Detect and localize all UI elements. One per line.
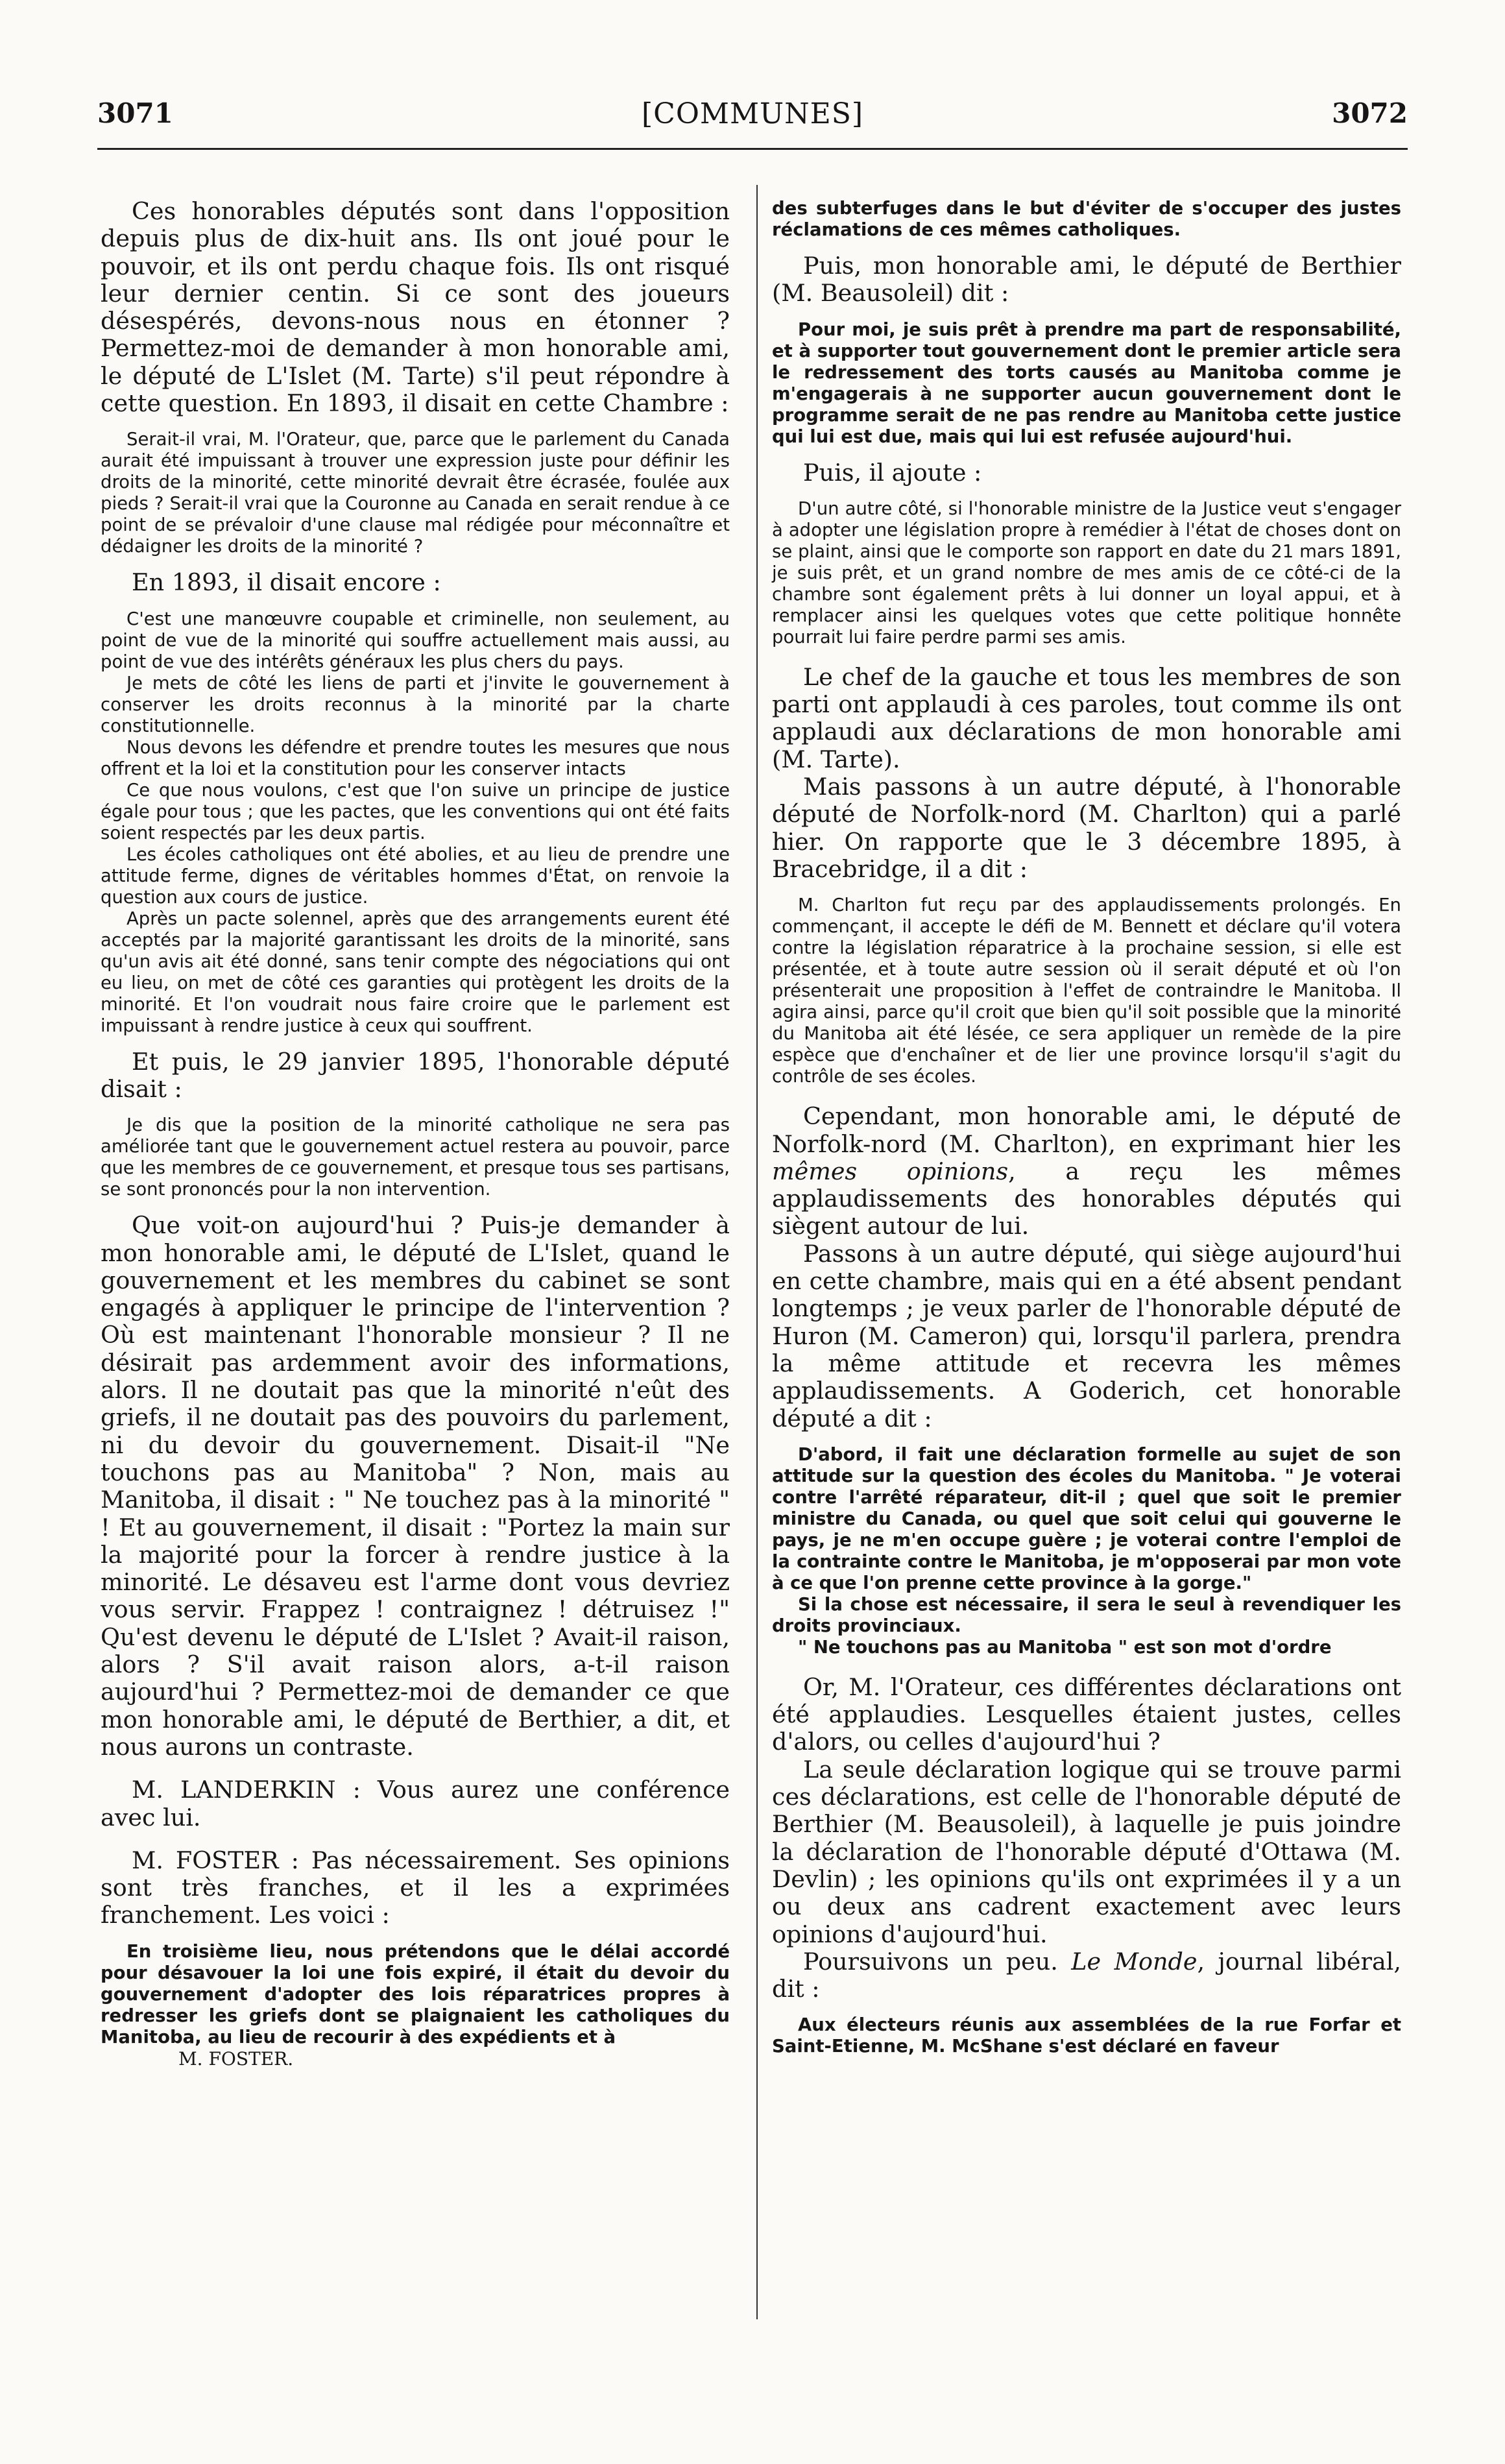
signature-line: M. FOSTER. xyxy=(178,2047,294,2070)
right-column xyxy=(772,198,1401,2057)
newspaper-title: Le Monde xyxy=(1071,1947,1198,1975)
quote: Je dis que la position de la minorité catholique ne sera pas améliorée tant que le gouvernement actuel restera au pouvoir, parce que les membres de ce gouvernement, et presque tous ses partisans, se sont prononcés pour la non intervention. xyxy=(101,1115,730,1200)
quote: Après un pacte solennel, après que des arrangements eurent été acceptés par la majorité garantissant les droits de la minorité, sans qu'un avis ait été donné, sans tenir compte des négociations qui ont eu lieu, on met de côté ces garanties qui protègent les droits de la minorité. Et l'on voudrait nous faire croire que le parlement est impuissant à rendre justice à ceux qui souffrent. xyxy=(101,908,730,1036)
speaker-name: M. FOSTER : xyxy=(132,1846,299,1874)
quote: Les écoles catholiques ont été abolies, et au lieu de prendre une attitude ferme, dignes de véritables hommes d'État, on renvoie la question aux cours de justice. xyxy=(101,843,730,908)
speech-text: Pas nécessairement. Ses opinions sont très franches, et il les a exprimées franchement. Les voici : xyxy=(101,1846,730,1929)
quote: Je mets de côté les liens de parti et j'invite le gouvernement à conserver les droits reconnus à la minorité par la charte constitutionnelle. xyxy=(101,672,730,736)
paragraph: Or, M. l'Orateur, ces différentes déclarations ont été applaudies. Lesquelles étaient justes, celles d'alors, ou celles d'aujourd'hui ? xyxy=(772,1673,1401,1756)
quote: Si la chose est nécessaire, il sera le seul à revendiquer les droits provinciaux. xyxy=(772,1593,1401,1636)
header-title: [COMMUNES] xyxy=(641,97,864,130)
paragraph: Le chef de la gauche et tous les membres de son parti ont applaudi à ces paroles, tout comme ils ont applaudi aux déclarations de mon honorable ami (M. Tarte). xyxy=(772,662,1401,773)
paragraph: Puis, il ajoute : xyxy=(803,458,982,487)
paragraph: Et puis, le 29 janvier 1895, l'honorable député disait : xyxy=(101,1047,730,1103)
paragraph: Cependant, mon honorable ami, le député de Norfolk-nord (M. Charlton), en exprimant hier les mêmes opinions, a reçu les mêmes applaudissements des honorables députés qui siègent autour de lui. xyxy=(772,1102,1401,1240)
quote: Aux électeurs réunis aux assemblées de la rue Forfar et Saint-Etienne, M. McShane s'est déclaré en faveur xyxy=(772,2014,1401,2057)
quote: Pour moi, je suis prêt à prendre ma part de responsabilité, et à supporter tout gouvernement dont le premier article sera le redressement des torts causés au Manitoba comme je m'engagerais à ne supporter aucun gouvernement dont le programme serait de ne pas rendre au Manitoba cette justice qui lui est due, mais qui lui est refusée aujourd'hui. xyxy=(772,319,1401,447)
left-column xyxy=(101,198,730,2070)
paragraph: Poursuivons un peu. Le Monde, journal libéral, dit : xyxy=(772,1947,1402,2003)
quote: " Ne touchons pas au Manitoba " est son mot d'ordre xyxy=(798,1636,1332,1658)
speaker-paragraph xyxy=(101,1847,730,1929)
quote: En troisième lieu, nous prétendons que le délai accordé pour désavouer la loi une fois expiré, il était du devoir du gouvernement d'adopter des lois réparatrices propres à redresser les griefs dont se plaignaient les catholiques du Manitoba, au lieu de recourir à des expédients et à xyxy=(101,1940,730,2047)
quote: Nous devons les défendre et prendre toutes les mesures que nous offrent et la loi et la constitution pour les conserver intacts xyxy=(101,736,730,779)
page-number-right: 3072 xyxy=(1332,97,1408,129)
paragraph: En 1893, il disait encore : xyxy=(132,568,441,597)
quote-continuation: des subterfuges dans le but d'éviter de s'occuper des justes réclamations de ces mêmes catholiques. xyxy=(772,198,1401,240)
italic-text: mêmes opinions xyxy=(772,1157,1009,1185)
quote: D'abord, il fait une déclaration formelle au sujet de son attitude sur la question des écoles du Manitoba. " Je voterai contre l'arrêté réparateur, dit-il ; quel que soit le premier ministre du Canada, ou quel que soit celui qui gouverne le pays, je ne m'en occupe guère ; je voterai contre l'emploi de la contrainte contre le Manitoba, je m'opposerai par mon vote à ce que l'on prenne cette province à la gorge." xyxy=(772,1443,1401,1593)
paragraph: Passons à un autre député, qui siège aujourd'hui en cette chambre, mais qui en a été absent pendant longtemps ; je veux parler de l'honorable député de Huron (M. Cameron) qui, lorsqu'il parlera, prendra la même attitude et recevra les mêmes applaudissements. A Goderich, cet honorable député a dit : xyxy=(772,1239,1401,1432)
quote: M. Charlton fut reçu par des applaudissements prolongés. En commençant, il accepte le défi de M. Bennett et déclare qu'il votera contre la législation réparatrice à la prochaine session, si elle est présentée, et à toute autre session où il serait député et où l'on présenterait une proposition à l'effet de contraindre le Manitoba. Il agira ainsi, parce qu'il croit que bien qu'il soit possible que la minorité du Manitoba ait été lésée, ce sera appliquer un remède de la pire espèce que d'enchaîner et de lier une province lorsqu'il s'agit du contrôle de ses écoles. xyxy=(772,895,1401,1087)
speech-text: Vous aurez une conférence avec lui. xyxy=(101,1776,730,1831)
quote: Serait-il vrai, M. l'Orateur, que, parce que le parlement du Canada aurait été impuissant à trouver une expression juste pour définir les droits de la minorité, cette minorité devrait être écrasée, foulée aux pieds ? Serait-il vrai que la Couronne au Canada en serait rendue à ce point de se prévaloir d'une clause mal rédigée pour méconnaître et dédaigner les droits de la minorité ? xyxy=(101,429,730,557)
paragraph: Mais passons à un autre député, à l'honorable député de Norfolk-nord (M. Charlton) qui a parlé hier. On rapporte que le 3 décembre 1895, à Bracebridge, il a dit : xyxy=(772,773,1401,883)
speaker-paragraph xyxy=(101,1776,730,1831)
paragraph: Que voit-on aujourd'hui ? Puis-je demander à mon honorable ami, le député de L'Islet, quand le gouvernement et les membres du cabinet se sont engagés à appliquer le principe de l'intervention ? Où est maintenant l'honorable monsieur ? Il ne désirait pas ardemment avoir des informations, alors. Il ne doutait pas que la minorité n'eût des griefs, il ne doutait pas des pouvoirs du parlement, ni du devoir du gouvernement. Disait-il "Ne touchons pas au Manitoba" ? Non, mais au Manitoba, il disait : " Ne touchez pas à la minorité " ! Et au gouvernement, il disait : "Portez la main sur la majorité pour la forcer à rendre justice à la minorité. Le désaveu est l'arme dont vous devriez vous servir. Frappez ! contraignez ! détruisez !" Qu'est devenu le député de L'Islet ? Avait-il raison, alors ? S'il avait raison alors, a-t-il raison aujourd'hui ? Permettez-moi de demander ce que mon honorable ami, le député de Berthier, a dit, et nous aurons un contraste. xyxy=(101,1211,730,1761)
page-number-left: 3071 xyxy=(97,97,173,129)
header-rule xyxy=(97,148,1408,150)
paragraph: La seule déclaration logique qui se trouve parmi ces déclarations, est celle de l'honorable député de Berthier (M. Beausoleil), à laquelle je puis joindre la déclaration de l'honorable député d'Ottawa (M. Devlin) ; les opinions qu'ils ont exprimées il y a un ou deux ans cadrent exactement avec leurs opinions d'aujourd'hui. xyxy=(772,1755,1401,1948)
page-header xyxy=(97,97,1408,136)
quote: D'un autre côté, si l'honorable ministre de la Justice veut s'engager à adopter une législation propre à remédier à l'état de choses dont on se plaint, ainsi que le comporte son rapport en date du 21 mars 1891, je suis prêt, et un grand nombre de mes amis de ce côté-ci de la chambre sont également prêts à lui donner un loyal appui, et à remplacer ainsi les quelques votes que cette politique honnête pourrait lui faire perdre parmi ses amis. xyxy=(772,498,1401,647)
paragraph: Ces honorables députés sont dans l'opposition depuis plus de dix-huit ans. Ils ont joué pour le pouvoir, et ils ont perdu chaque fois. Ils ont risqué leur dernier centin. Si ce sont des joueurs désespérés, devons-nous nous en étonner ? Permettez-moi de demander à mon honorable ami, le député de L'Islet (M. Tarte) s'il peut répondre à cette question. En 1893, il disait en cette Chambre : xyxy=(101,197,730,418)
quote: C'est une manœuvre coupable et criminelle, non seulement, au point de vue de la minorité qui souffre actuellement mais aussi, au point de vue des intérêts généraux les plus chers du pays. xyxy=(101,608,730,672)
speaker-name: M. LANDERKIN : xyxy=(132,1776,361,1804)
paragraph: Puis, mon honorable ami, le député de Berthier (M. Beausoleil) dit : xyxy=(772,252,1401,308)
quote: Ce que nous voulons, c'est que l'on suive un principe de justice égale pour tous ; que les pactes, que les conventions qui ont été faits soient respectés par les deux partis. xyxy=(101,779,730,843)
column-divider xyxy=(756,185,758,2319)
